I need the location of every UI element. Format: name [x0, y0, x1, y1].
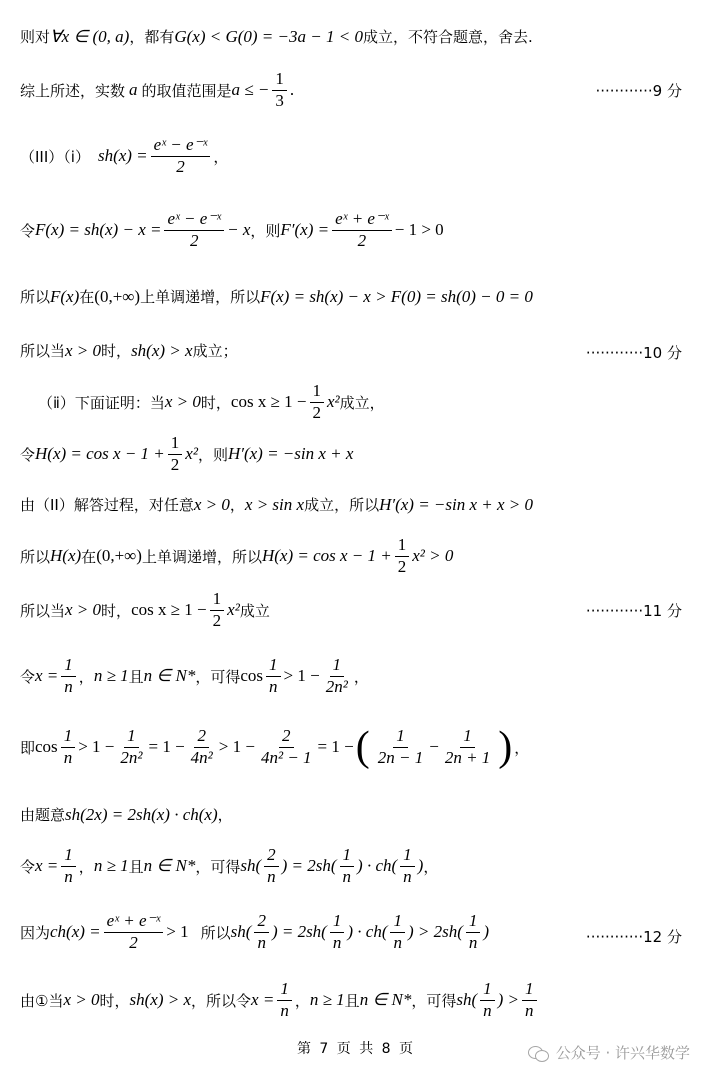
math: x² [185, 444, 198, 464]
watermark [528, 1042, 690, 1063]
math: x > 0 [65, 600, 102, 620]
text: ，可得 [411, 991, 457, 1010]
math: x > 0 [164, 392, 201, 412]
text: 在 [81, 547, 97, 566]
math: H(x) [50, 546, 82, 566]
text: 所以 [200, 923, 231, 942]
text: 且 [128, 667, 144, 686]
text: 由题意 [20, 806, 66, 824]
text: 所以 [20, 288, 51, 306]
fraction: $\frac{1}{2}$ [168, 434, 183, 474]
math: n ≥ 1 [309, 990, 345, 1010]
math: ch(x) = [50, 922, 101, 942]
math: > 1 − [283, 666, 320, 686]
text: 由（II）解答过程，对任意 [20, 496, 194, 514]
math: H′(x) = −sin x + x > 0 [379, 494, 534, 514]
text: 时， [101, 601, 132, 620]
text: 即 [20, 738, 36, 757]
text: 时， [200, 393, 231, 412]
text: 令 [20, 221, 36, 240]
fraction: $\frac{1}{n}$ [266, 656, 281, 696]
text: 且 [128, 857, 144, 876]
line-16 [20, 912, 684, 952]
watermark-text: 公众号 · 许兴华数学 [555, 1044, 690, 1062]
fraction: $\frac{1}{2}$ [210, 590, 225, 630]
math: sh(x) > x [131, 340, 193, 360]
text: 上单调递增，所以 [141, 547, 262, 566]
text: 在 [79, 288, 95, 306]
math: ) [483, 922, 490, 942]
text: ，可得 [195, 857, 241, 876]
text: 因为 [20, 923, 51, 942]
math: n ∈ N* [359, 990, 412, 1010]
text: ，则 [250, 221, 281, 240]
fraction: $\frac{1}{2}$ [395, 536, 410, 576]
text: 的取值范围是 [141, 81, 232, 100]
right-paren: ) [498, 724, 513, 770]
text: 令 [20, 445, 36, 464]
text: 成立，所以 [304, 496, 380, 514]
math: a [129, 80, 138, 100]
text: 令 [20, 667, 36, 686]
text: 由①当 [20, 991, 64, 1010]
fraction: $\frac{1}{n}$ [390, 912, 405, 952]
math: a ≤ − [231, 80, 270, 100]
math: F(x) = sh(x) − x > F(0) = sh(0) − 0 = 0 [260, 286, 533, 306]
math: (0,+∞) [94, 286, 141, 306]
line-10 [20, 536, 684, 576]
fraction: $\frac{1}{n}$ [61, 656, 76, 696]
text: ， [78, 667, 94, 686]
fraction: $\frac{\text{eˣ + e⁻ˣ}}{2}$ [104, 912, 164, 952]
line-13 [20, 726, 684, 768]
math: x² > 0 [412, 546, 454, 566]
fraction: $\frac{1}{n}$ [522, 980, 537, 1020]
text: ，可得 [195, 667, 241, 686]
text: 成立，不符合题意，舍去. [362, 28, 533, 46]
text: 则对 [20, 28, 51, 46]
math: = 1 − [317, 737, 354, 756]
math: G(x) < G(0) = −3a − 1 < 0 [174, 26, 363, 46]
fraction: $\frac{\text{eˣ − e⁻ˣ}}{2}$ [164, 210, 224, 250]
math: x > 0 [65, 340, 102, 360]
text: ， [353, 667, 369, 686]
math: n ∈ N* [143, 856, 196, 876]
math: cos [240, 666, 264, 686]
fraction: $\frac{1}{n}$ [480, 980, 495, 1020]
math: ) · ch( [347, 922, 388, 942]
line-6 [20, 340, 684, 361]
math: sh( [240, 856, 262, 876]
text: 成立； [192, 342, 238, 360]
line-9 [20, 494, 684, 515]
text: 综上所述，实数 [20, 81, 126, 100]
math: − x [227, 220, 251, 240]
math: x > sin x [244, 494, 305, 514]
math: sh(x) > x [129, 990, 192, 1010]
fraction: $\frac{1}{n}$ [340, 846, 355, 886]
text: 时， [101, 342, 132, 360]
text: ， [217, 806, 233, 824]
fraction: $\frac{2}{\text{4n² − 1}}$ [260, 725, 312, 767]
math: ∀x ∈ (0, a) [50, 26, 130, 46]
line-7 [38, 382, 684, 422]
text: （ⅱ）下面证明：当 [38, 393, 165, 412]
math: x² [327, 392, 340, 412]
text: ， [229, 496, 245, 514]
line-14 [20, 804, 684, 825]
fraction: $\frac{1}{2n - 1}$ [377, 725, 424, 767]
math: ) [417, 856, 424, 876]
text: 且 [344, 991, 360, 1010]
fraction: $\frac{1}{n}$ [61, 846, 76, 886]
math: x > 0 [193, 494, 230, 514]
math: ) = 2sh( [281, 856, 337, 876]
math: H(x) = cos x − 1 + [261, 546, 392, 566]
math: ) · ch( [357, 856, 398, 876]
page-number: 第 7 页 共 8 页 [296, 1041, 416, 1057]
math: x = [35, 666, 59, 686]
math: cos x ≥ 1 − [230, 392, 307, 412]
line-12 [20, 656, 684, 696]
text: （III）（ⅰ） [20, 147, 90, 166]
math: F(x) [50, 286, 80, 306]
math: > 1 [166, 922, 189, 942]
fraction: $\frac{\text{eˣ + e⁻ˣ}}{2}$ [332, 210, 392, 250]
math: x = [35, 856, 59, 876]
math: − 1 > 0 [394, 220, 444, 240]
math: x > 0 [63, 990, 100, 1010]
text: 所以当 [20, 601, 66, 620]
fraction: $\frac{1}{2}$ [310, 382, 325, 422]
fraction: $\frac{1}{n}$ [400, 846, 415, 886]
math: x² [227, 600, 240, 620]
text: 令 [20, 857, 36, 876]
math: F′(x) = [280, 220, 330, 240]
fraction: $\frac{\text{eˣ − e⁻ˣ}}{2}$ [151, 136, 211, 176]
text: 所以当 [20, 342, 66, 360]
wechat-icon [528, 1045, 550, 1061]
math: H(x) = cos x − 1 + [35, 444, 165, 464]
math: > 1 − [218, 737, 255, 756]
text: ，则 [197, 445, 228, 464]
math: = 1 − [148, 737, 185, 756]
math: cos x ≥ 1 − [131, 600, 207, 620]
math: sh( [230, 922, 252, 942]
math: n ≥ 1 [93, 856, 129, 876]
left-paren: ( [355, 724, 370, 770]
score-10: ············10 分 [585, 344, 682, 362]
math: . [289, 80, 295, 100]
fraction: $\frac{1}{n}$ [466, 912, 481, 952]
text: 成立， [339, 393, 385, 412]
score-9: ············9 分 [595, 82, 682, 100]
fraction: $\frac{2}{n}$ [264, 846, 279, 886]
fraction: $\frac{2}{\text{4n²}}$ [190, 725, 213, 767]
math: ) > 2sh( [407, 922, 463, 942]
math: > 1 − [78, 737, 115, 756]
math: (0,+∞) [96, 546, 142, 566]
fraction: $\frac{1}{\text{2n²}}$ [120, 725, 143, 767]
line-11 [20, 590, 684, 630]
text: ， [213, 147, 229, 166]
score-11: ············11 分 [585, 602, 682, 620]
math: sh(x) = [97, 146, 148, 166]
text: ， [78, 857, 94, 876]
math: ) > [497, 990, 520, 1010]
fraction: $\frac{2}{n}$ [254, 912, 269, 952]
math: sh( [456, 990, 478, 1010]
math: F(x) = sh(x) − x = [35, 220, 162, 240]
line-17 [20, 980, 684, 1020]
line-3 [20, 136, 684, 176]
text: ，所以令 [191, 991, 252, 1010]
line-8 [20, 434, 684, 474]
text: 成立 [239, 601, 270, 620]
line-1 [20, 26, 684, 47]
math: x = [251, 990, 275, 1010]
fraction: $\frac{1}{3}$ [272, 70, 287, 110]
text: 所以 [20, 547, 51, 566]
math: H′(x) = −sin x + x [227, 444, 354, 464]
text: ， [294, 991, 310, 1010]
fraction: $\frac{1}{\text{2n²}}$ [325, 655, 348, 696]
math: n ∈ N* [143, 666, 196, 686]
line-5 [20, 286, 684, 307]
fraction: $\frac{1}{n}$ [277, 980, 292, 1020]
line-2 [20, 70, 684, 110]
score-12: ············12 分 [585, 928, 682, 946]
text: ， [514, 738, 530, 757]
fraction: $\frac{1}{n}$ [61, 727, 76, 767]
fraction: $\frac{1}{2n + 1}$ [444, 725, 491, 767]
math: cos [35, 737, 58, 756]
text: ，都有 [129, 28, 175, 46]
line-15 [20, 846, 684, 886]
math: − [429, 737, 439, 756]
fraction: $\frac{1}{n}$ [330, 912, 345, 952]
line-4 [20, 210, 684, 250]
text: 时， [99, 991, 130, 1010]
math: sh(2x) = 2sh(x) · ch(x) [65, 804, 218, 824]
math: ) = 2sh( [271, 922, 327, 942]
text: 上单调递增，所以 [140, 288, 261, 306]
text: ， [423, 857, 439, 876]
math: n ≥ 1 [93, 666, 129, 686]
